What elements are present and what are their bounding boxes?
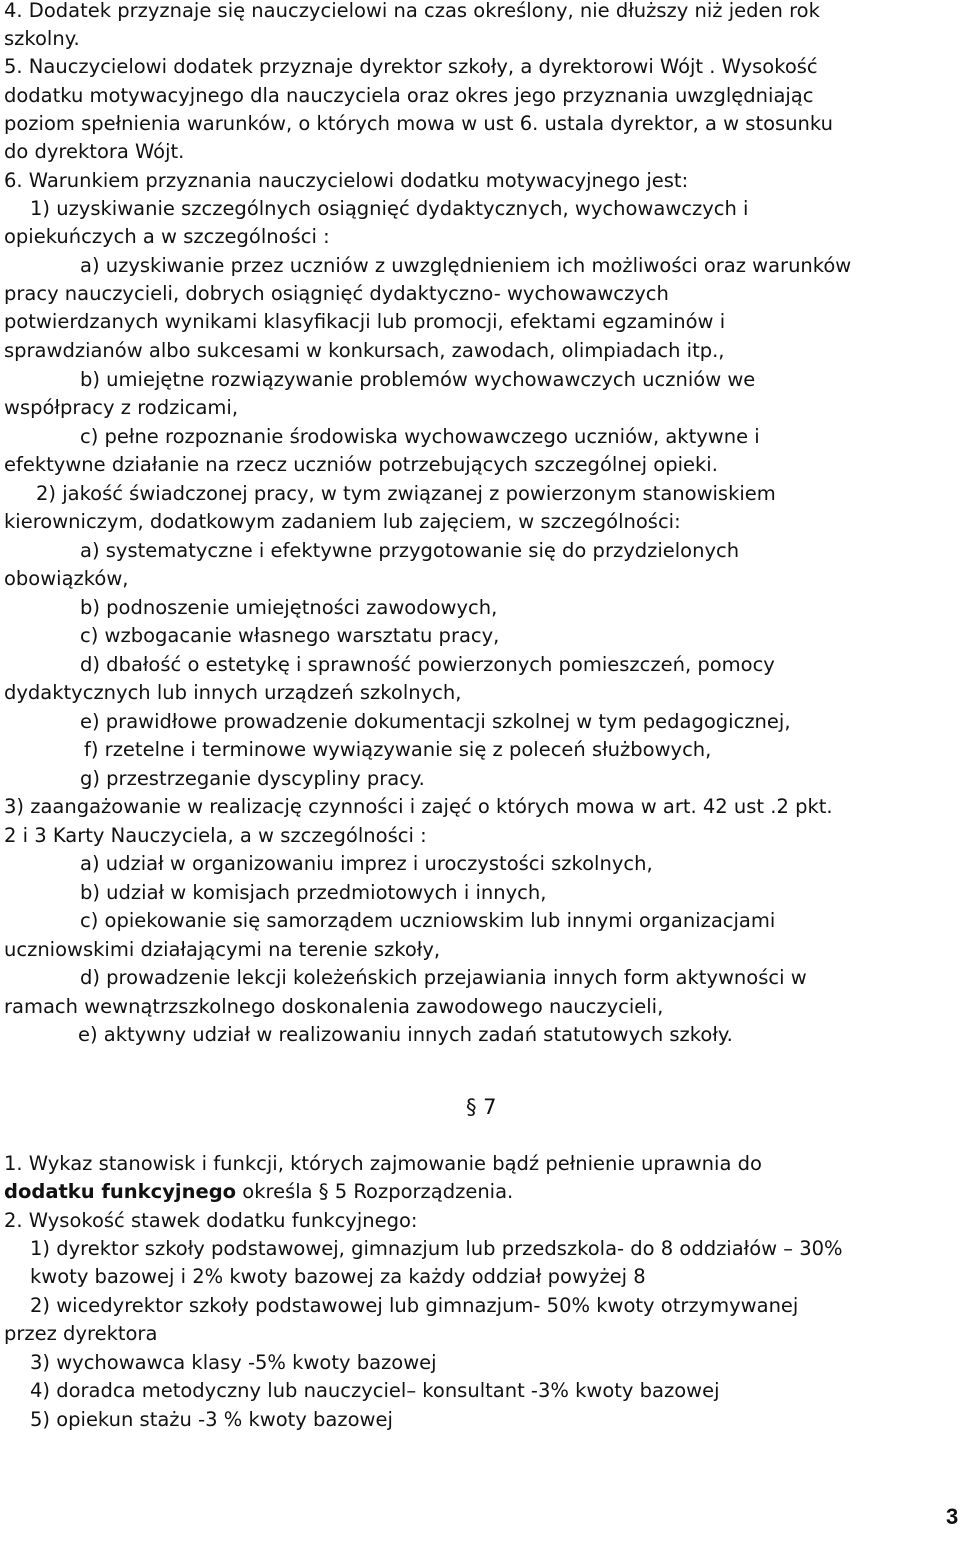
condition-3b-line: b) udział w komisjach przedmiotowych i innych, xyxy=(80,881,547,904)
rate-5-line: 5) opiekun stażu -3 % kwoty bazowej xyxy=(30,1408,393,1431)
condition-1-line: opiekuńczych a w szczególności : xyxy=(4,225,330,248)
paragraph-5-line: poziom spełnienia warunków, o których mowa w ust 6. ustala dyrektor, a w stosunku xyxy=(4,112,833,135)
rate-4-line: 4) doradca metodyczny lub nauczyciel– konsultant -3% kwoty bazowej xyxy=(30,1379,720,1402)
condition-3-line: 2 i 3 Karty Nauczyciela, a w szczególności : xyxy=(4,824,427,847)
condition-1a-line: a) uzyskiwanie przez uczniów z uwzględnieniem ich możliwości oraz warunków xyxy=(80,254,852,277)
page-number: 3 xyxy=(946,1504,959,1529)
condition-3-line: 3) zaangażowanie w realizację czynności i zajęć o których mowa w art. 42 ust .2 pkt. xyxy=(4,795,833,818)
condition-3d-line: ramach wewnątrzszkolnego doskonalenia zawodowego nauczycieli, xyxy=(4,995,664,1018)
paragraph-4-line: szkolny. xyxy=(4,27,80,50)
condition-2d-line: d) dbałość o estetykę i sprawność powierzonych pomieszczeń, pomocy xyxy=(80,653,775,676)
condition-2f-line: f) rzetelne i terminowe wywiązywanie się z poleceń służbowych, xyxy=(84,738,712,761)
condition-1-line: 1) uzyskiwanie szczególnych osiągnięć dydaktycznych, wychowawczych i xyxy=(30,197,749,220)
condition-2-line: kierowniczym, dodatkowym zadaniem lub zajęciem, w szczególności: xyxy=(4,510,681,533)
condition-3e-line: e) aktywny udział w realizowaniu innych zadań statutowych szkoły. xyxy=(78,1023,733,1046)
condition-3c-line: c) opiekowanie się samorządem uczniowskim lub innymi organizacjami xyxy=(80,909,776,932)
condition-2d-line: dydaktycznych lub innych urządzeń szkolnych, xyxy=(4,681,462,704)
condition-1a-line: pracy nauczycieli, dobrych osiągnięć dydaktyczno- wychowawczych xyxy=(4,282,669,305)
condition-2e-line: e) prawidłowe prowadzenie dokumentacji szkolnej w tym pedagogicznej, xyxy=(80,710,791,733)
paragraph-6-line: 6. Warunkiem przyznania nauczycielowi dodatku motywacyjnego jest: xyxy=(4,169,689,192)
paragraph-5-line: dodatku motywacyjnego dla nauczyciela oraz okres jego przyznania uwzględniając xyxy=(4,84,814,107)
condition-3a-line: a) udział w organizowaniu imprez i uroczystości szkolnych, xyxy=(80,852,653,875)
rate-2-line: 2) wicedyrektor szkoły podstawowej lub gimnazjum- 50% kwoty otrzymywanej xyxy=(30,1294,799,1317)
condition-2c-line: c) wzbogacanie własnego warsztatu pracy, xyxy=(80,624,500,647)
condition-1b-line: b) umiejętne rozwiązywanie problemów wychowawczych uczniów we xyxy=(80,368,756,391)
section-7-paragraph-1-line xyxy=(4,1178,513,1206)
section-7-paragraph-1-line: 1. Wykaz stanowisk i funkcji, których zajmowanie bądź pełnienie uprawnia do xyxy=(4,1152,762,1175)
condition-1b-line: współpracy z rodzicami, xyxy=(4,396,239,419)
rate-1-line: 1) dyrektor szkoły podstawowej, gimnazjum lub przedszkola- do 8 oddziałów – 30% xyxy=(30,1237,843,1260)
rate-2-line: przez dyrektora xyxy=(4,1322,158,1345)
rate-3-line: 3) wychowawca klasy -5% kwoty bazowej xyxy=(30,1351,437,1374)
condition-2a-line: obowiązków, xyxy=(4,567,129,590)
condition-2b-line: b) podnoszenie umiejętności zawodowych, xyxy=(80,596,498,619)
condition-2a-line: a) systematyczne i efektywne przygotowanie się do przydzielonych xyxy=(80,539,740,562)
condition-2g-line: g) przestrzeganie dyscypliny pracy. xyxy=(80,767,425,790)
condition-1c-line: efektywne działanie na rzecz uczniów potrzebujących szczególnej opieki. xyxy=(4,453,718,476)
condition-3d-line: d) prowadzenie lekcji koleżeńskich przejawiania innych form aktywności w xyxy=(80,966,807,989)
rate-1-line: kwoty bazowej i 2% kwoty bazowej za każdy oddział powyżej 8 xyxy=(30,1265,646,1288)
condition-1a-line: potwierdzanych wynikami klasyfikacji lub promocji, efektami egzaminów i xyxy=(4,310,726,333)
condition-2-line: 2) jakość świadczonej pracy, w tym związanej z powierzonym stanowiskiem xyxy=(36,482,776,505)
condition-1c-line: c) pełne rozpoznanie środowiska wychowawczego uczniów, aktywne i xyxy=(80,425,760,448)
paragraph-5-line: do dyrektora Wójt. xyxy=(4,140,185,163)
section-7-paragraph-2-line: 2. Wysokość stawek dodatku funkcyjnego: xyxy=(4,1209,418,1232)
paragraph-5-line: 5. Nauczycielowi dodatek przyznaje dyrektor szkoły, a dyrektorowi Wójt . Wysokość xyxy=(4,55,818,78)
paragraph-1-rest: określa § 5 Rozporządzenia. xyxy=(236,1180,514,1203)
dodatek-funkcyjny-term: dodatku funkcyjnego xyxy=(4,1180,237,1203)
condition-1a-line: sprawdzianów albo sukcesami w konkursach, zawodach, olimpiadach itp., xyxy=(4,339,725,362)
condition-3c-line: uczniowskimi działającymi na terenie szkoły, xyxy=(4,938,441,961)
paragraph-4-line: 4. Dodatek przyznaje się nauczycielowi na czas określony, nie dłuższy niż jeden rok xyxy=(4,0,820,22)
section-7-heading: § 7 xyxy=(466,1095,497,1119)
